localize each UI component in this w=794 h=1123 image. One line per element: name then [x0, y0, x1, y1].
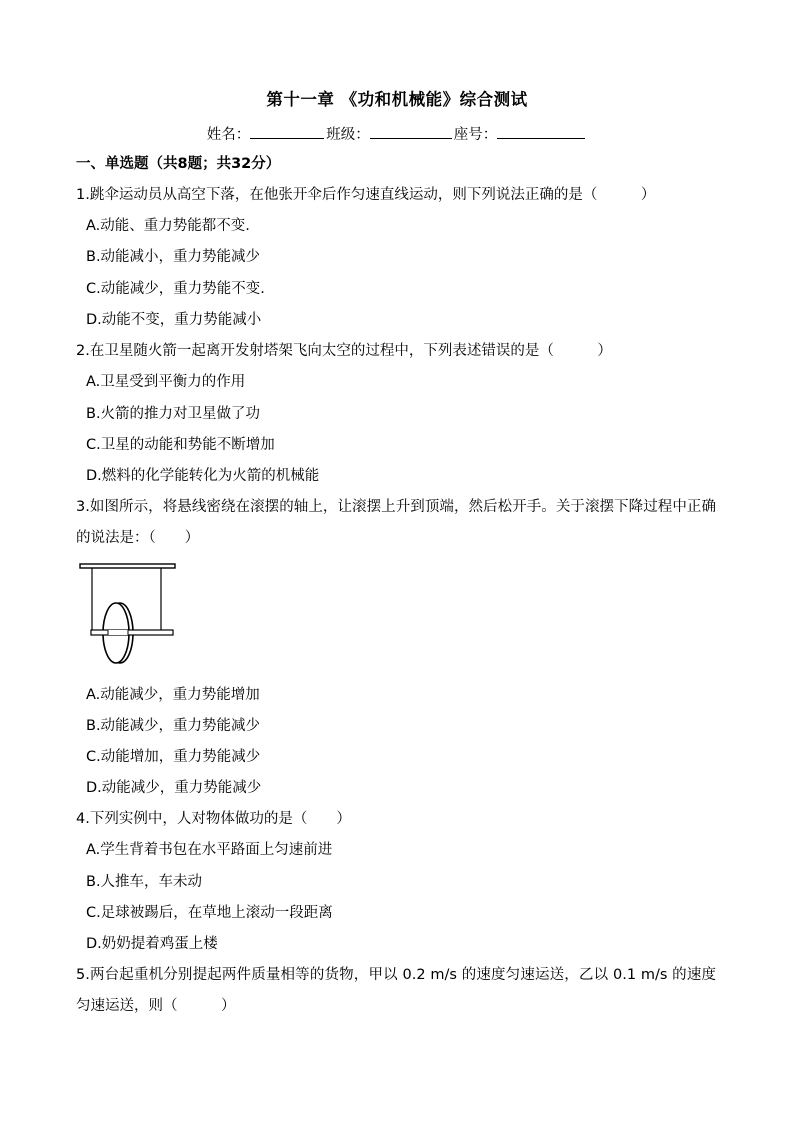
- name-label: 姓名：: [206, 127, 251, 143]
- section-heading: 一、单选题（共8题；共32分）: [76, 156, 281, 172]
- question-2-option-a: A.卫星受到平衡力的作用: [86, 374, 246, 390]
- question-5-stem: 5.两台起重机分别提起两件质量相等的货物，甲以 0.2 m/s 的速度匀速运送，乙以 0.1 m/s 的速度匀速运送，则（ ）: [76, 967, 716, 1014]
- maxwell-wheel-figure: [78, 561, 178, 667]
- question-2-option-b: B.火箭的推力对卫星做了功: [86, 406, 261, 422]
- question-2-option-d: D.燃料的化学能转化为火箭的机械能: [86, 468, 320, 484]
- question-1-option-b: B.动能减小，重力势能减少: [86, 249, 261, 265]
- question-4-stem: 4.下列实例中，人对物体做功的是（ ）: [76, 811, 351, 827]
- student-info-line: [0, 123, 794, 144]
- seat-label: 座号：: [453, 127, 498, 143]
- question-3-option-c: C.动能增加，重力势能减少: [86, 749, 261, 765]
- question-1-stem: 1.跳伞运动员从高空下落，在他张开伞后作匀速直线运动，则下列说法正确的是（ ）: [76, 187, 656, 203]
- axle: [91, 630, 173, 635]
- question-2-option-c: C.卫星的动能和势能不断增加: [86, 437, 275, 453]
- seat-blank[interactable]: [497, 123, 585, 139]
- name-blank[interactable]: [250, 123, 324, 139]
- class-blank[interactable]: [370, 123, 452, 139]
- page-title: 第十一章 《功和机械能》综合测试: [266, 90, 528, 109]
- class-label: 班级：: [326, 127, 370, 143]
- question-4-option-c: C.足球被踢后，在草地上滚动一段距离: [86, 905, 333, 921]
- question-1-option-d: D.动能不变，重力势能减小: [86, 312, 262, 328]
- question-4-option-d: D.奶奶提着鸡蛋上楼: [86, 936, 218, 952]
- question-3-option-d: D.动能减少，重力势能减少: [86, 780, 262, 796]
- question-4-option-a: A.学生背着书包在水平路面上匀速前进: [86, 842, 333, 858]
- question-3-option-a: A.动能减少，重力势能增加: [86, 687, 260, 703]
- question-1-option-c: C.动能减少，重力势能不变.: [86, 281, 265, 297]
- question-3-option-b: B.动能减少，重力势能减少: [86, 718, 261, 734]
- top-bar: [80, 564, 175, 568]
- question-4-option-b: B.人推车，车未动: [86, 874, 203, 890]
- question-2-stem: 2.在卫星随火箭一起离开发射塔架飞向太空的过程中，下列表述错误的是（ ）: [76, 343, 612, 359]
- question-1-option-a: A.动能、重力势能都不变.: [86, 218, 250, 234]
- question-3-stem: 3.如图所示，将悬线密绕在滚摆的轴上，让滚摆上升到顶端，然后松开手。关于滚摆下降过程中正确的说法是：（ ）: [76, 499, 716, 546]
